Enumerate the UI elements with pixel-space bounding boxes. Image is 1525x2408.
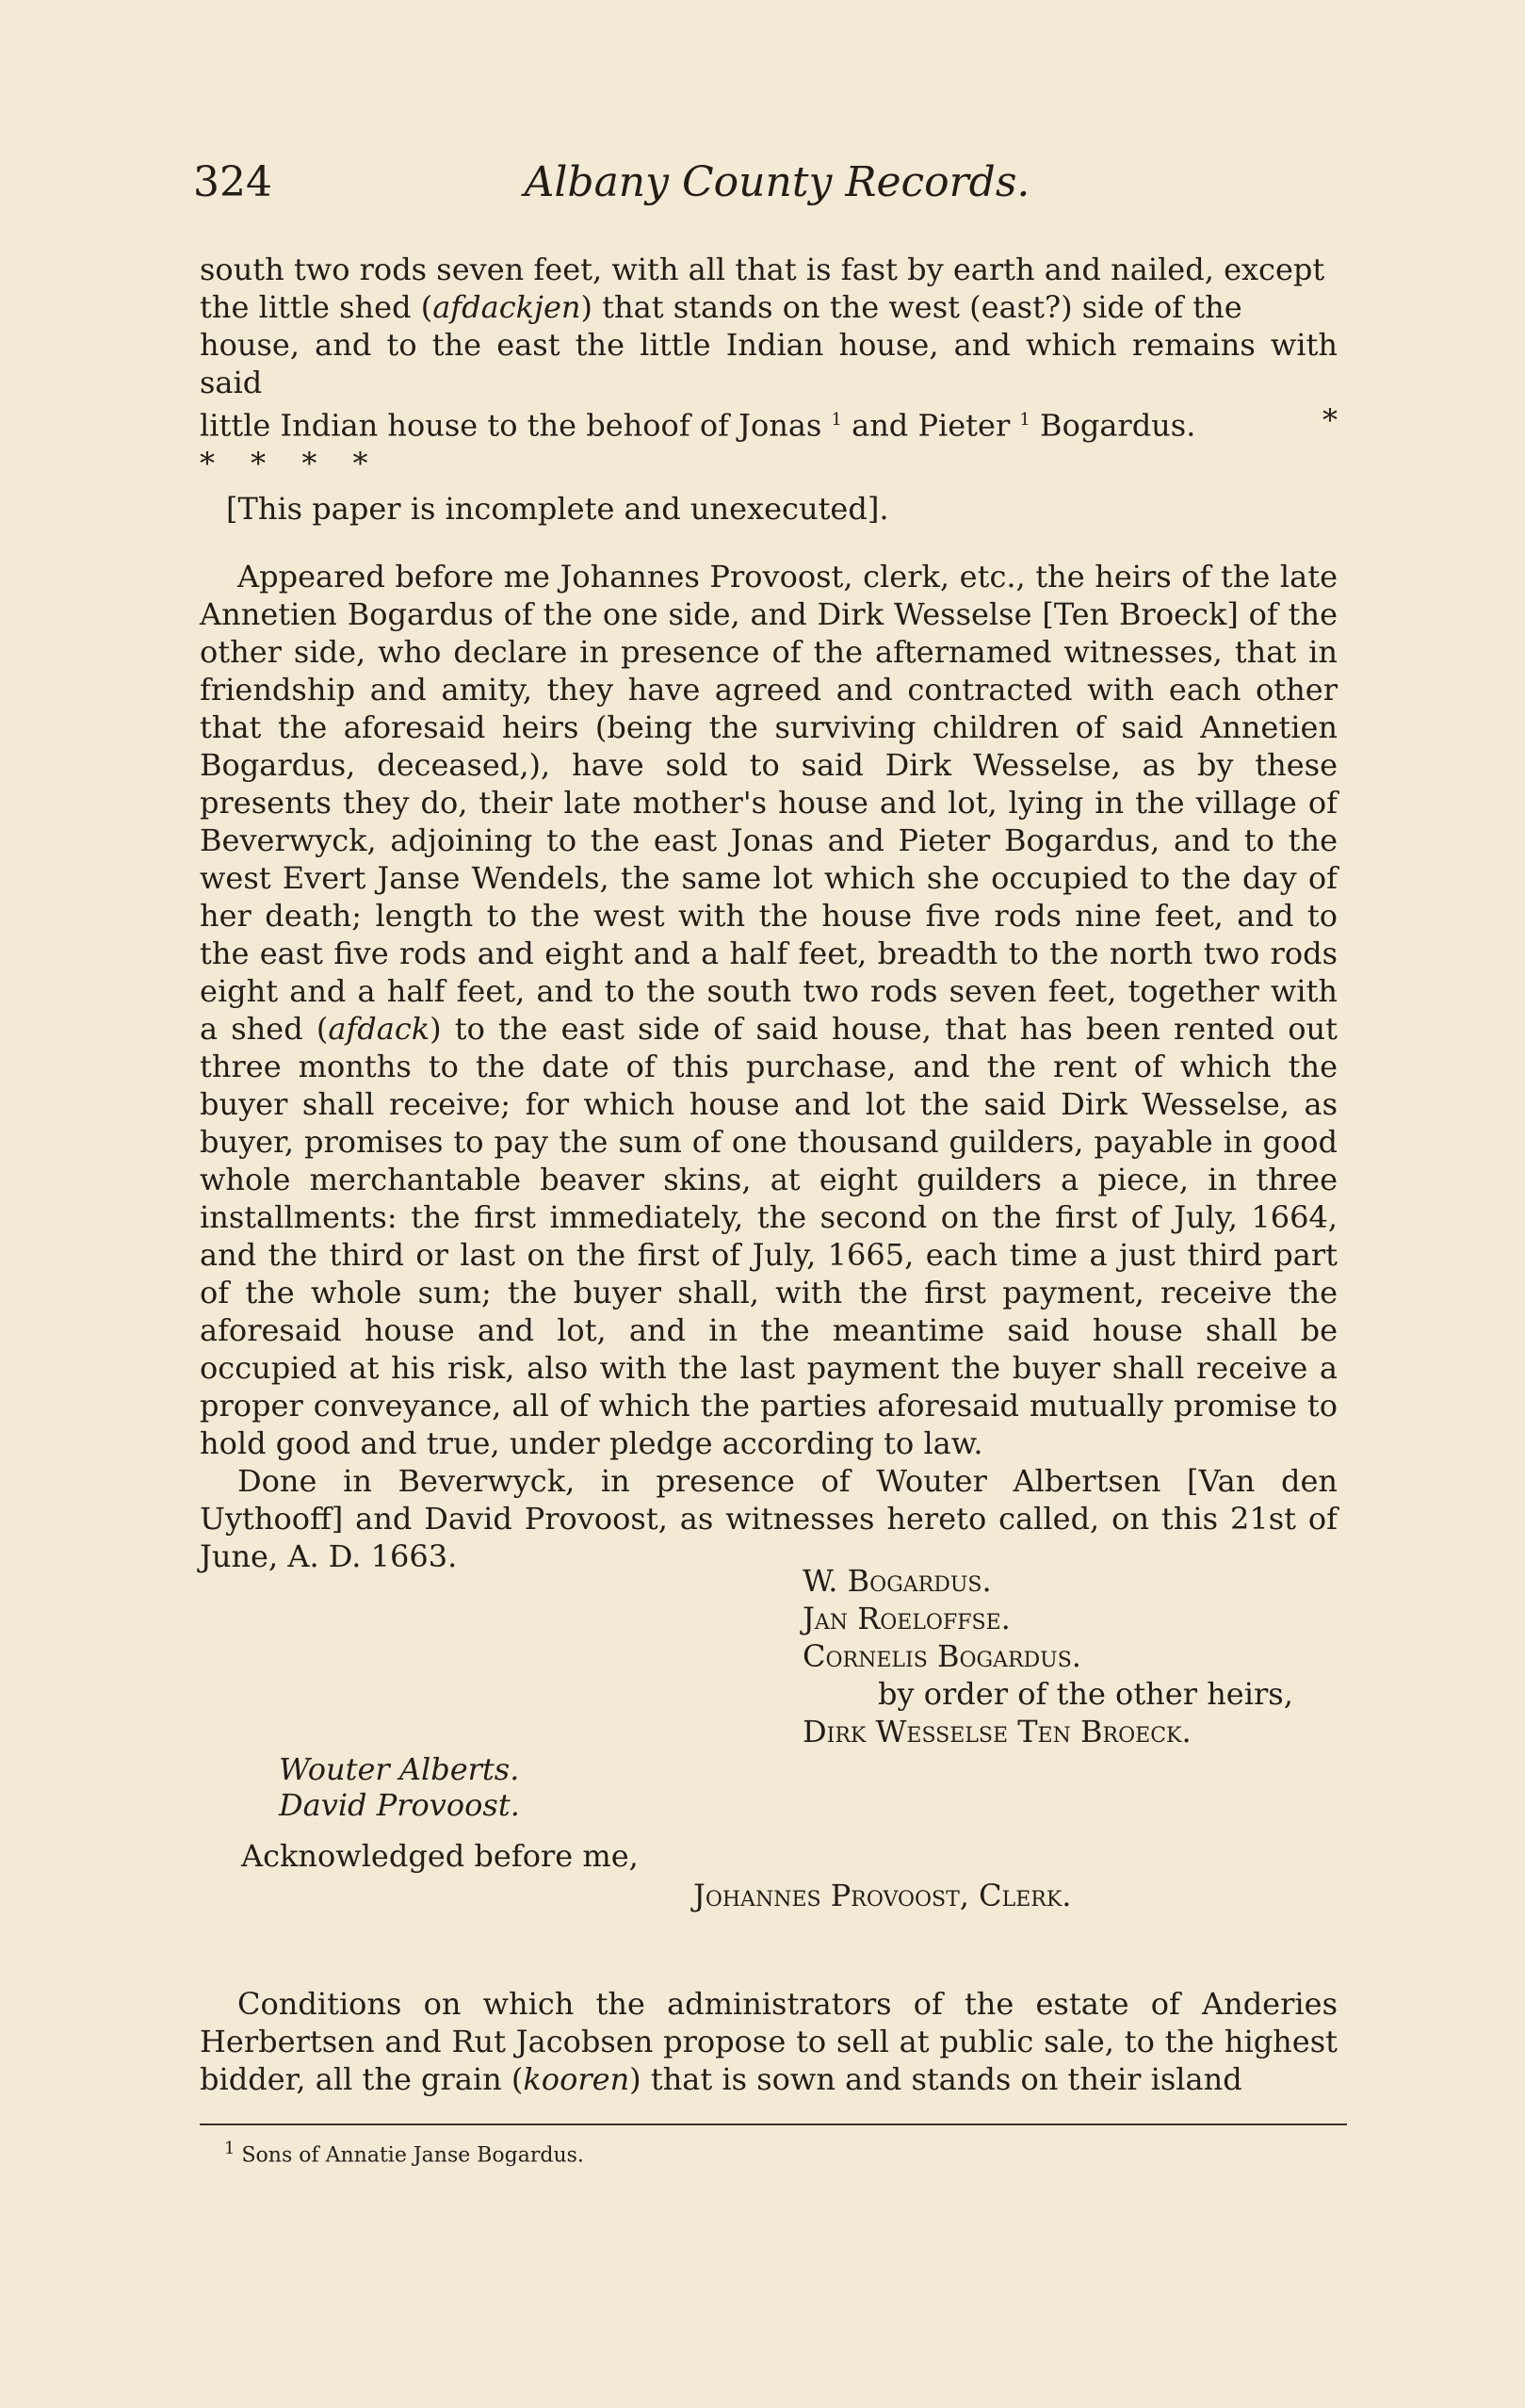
running-title: Albany County Records. [524, 158, 1030, 206]
footnote-marker: 1 [224, 2139, 235, 2158]
page-number: 324 [193, 158, 272, 206]
ellipsis-stars: * * * * [200, 445, 368, 481]
signature: Dirk Wesselse Ten Broeck. [803, 1714, 1192, 1749]
footnote-text: Sons of Annatie Janse Bogardus. [241, 2143, 584, 2168]
continued-line: house, and to the east the little Indian house, and which remains with said [200, 327, 1338, 400]
footnote-rule [200, 2123, 1347, 2125]
italic-term: afdack [328, 1011, 430, 1047]
acknowledgement-text: Acknowledged before me, [241, 1838, 639, 1874]
continued-line: the little shed (afdackjen) that stands on the west (east?) side of the [200, 289, 1242, 325]
footnote [224, 2139, 584, 2167]
signature-block [803, 1562, 1293, 1750]
ellipsis-star: * [1322, 402, 1338, 438]
continued-deed-section [200, 251, 1338, 528]
deed-paragraph: Appeared before me Johannes Provoost, clerk, etc., the heirs of the late Annetien Bogardus of the one side, and Dirk Wesselse [Ten Broeck] of the other side, who declare in presence of the afternamed witnesses, that in friendship and amity, they have agreed and contracted with each other that the aforesaid heirs (being the surviving children of said Annetien Bogardus, deceased,), have sold to said Dirk Wesselse, as by these presents they do, their late mother's house and lot, lying in the village of Beverwyck, adjoining to the east Jonas and Pieter Bogardus, and to the west Evert Janse Wendels, the same lot which she occupied to the day of her death; length to the west with the house five rods nine feet, and to the east five rods and eight and a half feet, breadth to the north two rods eight and a half feet, and to the south two rods seven feet, together with a shed (afdack) to the east side of said house, that has been rented out three months to the date of this purchase, and the rent of which the buyer shall receive; for which house and lot the said Dirk Wesselse, as buyer, promises to pay the sum of one thousand guilders, payable in good whole merchantable beaver skins, at eight guilders a piece, in three installments: the first immediately, the second on the first of July, 1664, and the third or last on the first of July, 1665, each time a just third part of the whole sum; the buyer shall, with the first payment, receive the aforesaid house and lot, and in the meantime said house shall be occupied at his risk, also with the last payment the buyer shall receive a proper conveyance, all of which the parties aforesaid mutually promise to hold good and true, under pledge according to law. [200, 559, 1338, 1461]
footnote-marker: 1 [831, 410, 842, 430]
editorial-note: [This paper is incomplete and unexecuted]. [226, 490, 889, 527]
italic-term: kooren [523, 2061, 630, 2097]
signature-note: by order of the other heirs, [878, 1676, 1293, 1712]
witness-name: David Provoost. [279, 1787, 520, 1823]
signature: Cornelis Bogardus. [803, 1638, 1081, 1674]
witness-name: Wouter Alberts. [279, 1751, 520, 1787]
italic-term: afdackjen [432, 289, 581, 325]
clerk-signature: Johannes Provoost, Clerk. [693, 1878, 1072, 1913]
continued-line: little Indian house to the behoof of Jonas $^1$ and Pieter $^1$ Bogardus. * [200, 402, 1338, 444]
witness-block [279, 1751, 520, 1823]
continued-line: south two rods seven feet, with all that is fast by earth and nailed, except [200, 252, 1325, 287]
conditions-section [200, 1985, 1338, 2098]
conditions-paragraph: Conditions on which the administrators of the estate of Anderies Herbertsen and Rut Jacobsen propose to sell at public sale, to the highest bidder, all the grain (kooren) that is sown and stands on their island [200, 1986, 1338, 2097]
deed-section [200, 558, 1338, 1575]
page-header [193, 158, 1352, 224]
footnote-marker: 1 [1019, 410, 1030, 430]
deed-closing-paragraph: Done in Beverwyck, in presence of Wouter Albertsen [Van den Uythooff] and David Provoost, as witnesses hereto called, on this 21st of June, A. D. 1663. [200, 1463, 1338, 1574]
signature: Jan Roeloffse. [803, 1601, 1011, 1636]
signature: W. Bogardus. [803, 1563, 992, 1599]
